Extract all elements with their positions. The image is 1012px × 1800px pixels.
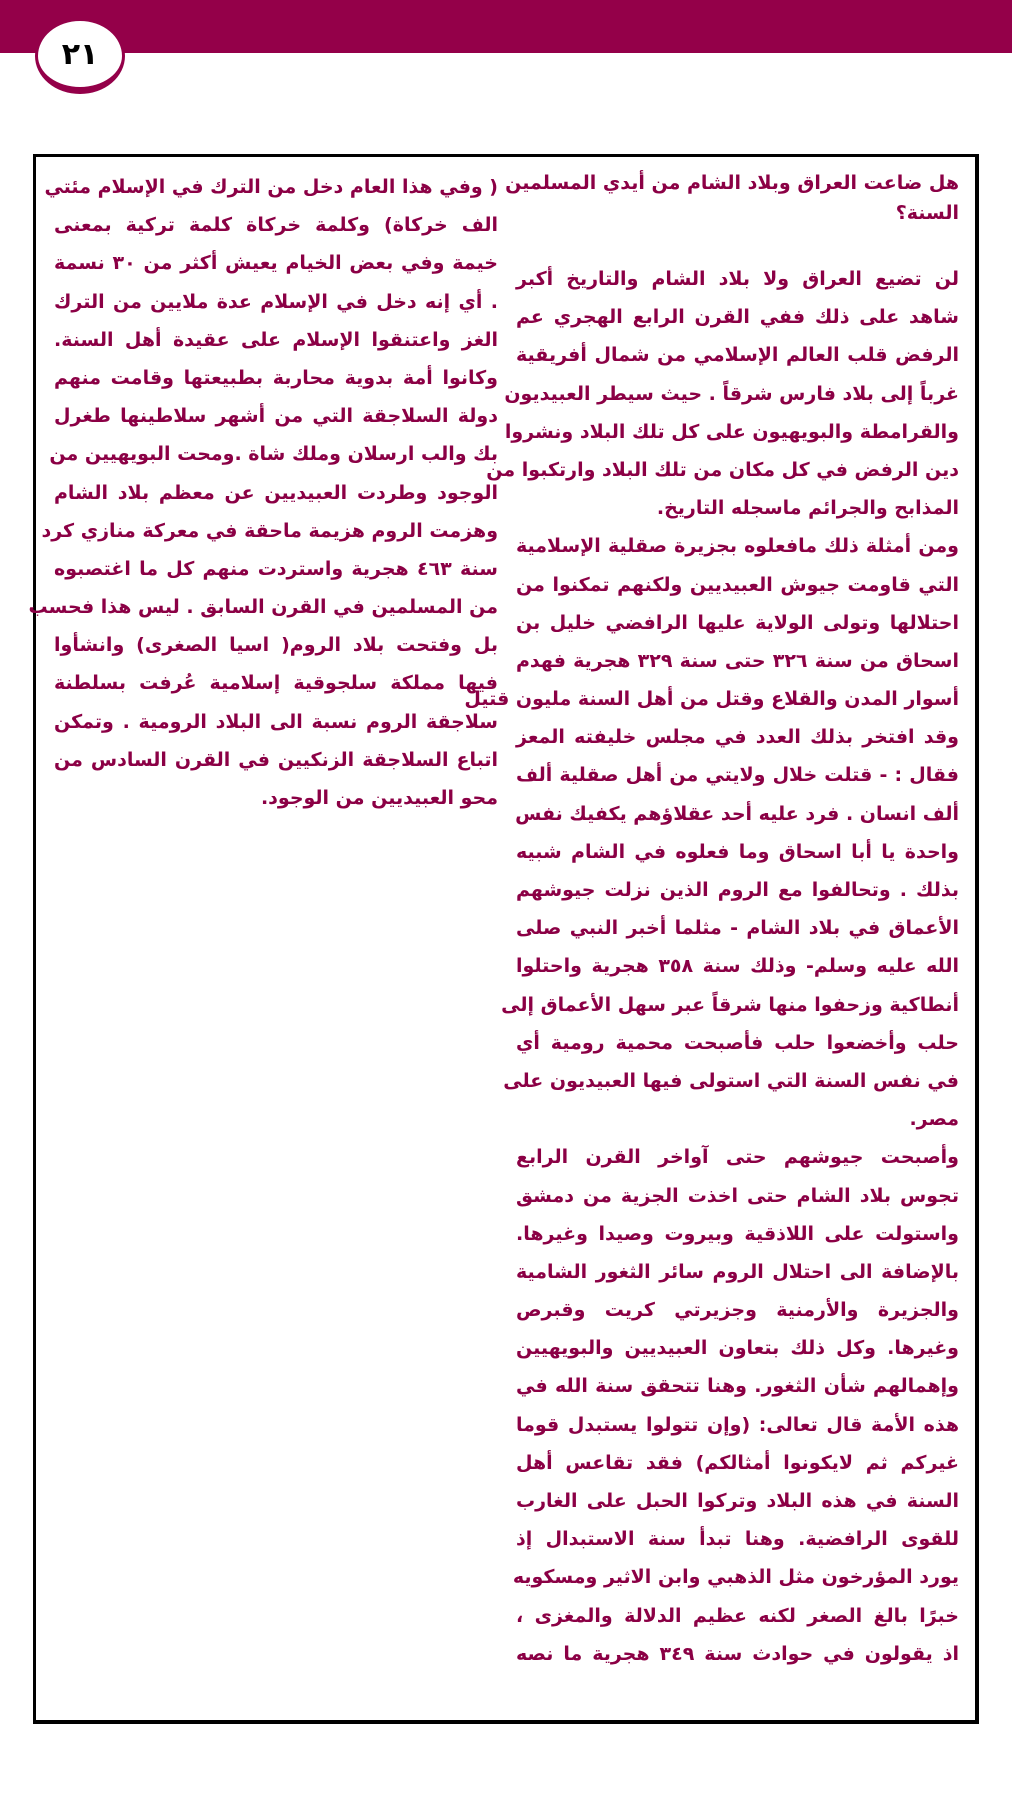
text-line: اتباع السلاجقة الزنكيين في القرن السادس من: [54, 748, 498, 771]
text-line: اسحاق من سنة ٣٢٦ حتى سنة ٣٢٩ هجرية فهدم: [516, 649, 959, 672]
text-line: وأصبحت جيوشهم حتى آواخر القرن الرابع: [516, 1146, 959, 1169]
paragraph: [512, 1138, 959, 1673]
text-line: فيها مملكة سلجوقية إسلامية عُرفت بسلطنة: [54, 672, 498, 695]
text-line: الأعماق في بلاد الشام - مثلما أخبر النبي صلى: [516, 917, 959, 940]
text-line: سنة ٤٦٣ هجرية واستردت منهم كل ما اغتصبوه: [54, 557, 498, 580]
text-line: لن تضيع العراق ولا بلاد الشام والتاريخ أكبر: [516, 268, 959, 290]
text-line: بالإضافة الى احتلال الروم سائر الثغور الشامية: [516, 1260, 959, 1283]
text-line: بذلك . وتحالفوا مع الروم الذين نزلت جيوشهم: [516, 879, 959, 901]
text-line: ألف انسان . فرد عليه أحد عقلاؤهم يكفيك نفس: [515, 802, 959, 825]
text-line: هذه الأمة قال تعالى: (وإن تتولوا يستبدل قوما: [516, 1413, 959, 1436]
text-line: ومن أمثلة ذلك مافعلوه بجزيرة صقلية الإسلامية: [516, 535, 959, 558]
right-column: [464, 168, 959, 1673]
text-line: غرباً إلى بلاد فارس شرقاً . حيث سيطر العبيديون: [504, 382, 959, 405]
text-line: بك والب ارسلان وملك شاة .ومحت البويهيين من: [49, 443, 498, 466]
left-column: [28, 168, 498, 817]
text-line: دين الرفض في كل مكان من تلك البلاد وارتكبوا من: [486, 458, 959, 481]
text-line: تجوس بلاد الشام حتى اخذت الجزية من دمشق: [516, 1184, 959, 1207]
text-line: واحدة يا أبا اسحاق وما فعلوه في الشام شبيه: [516, 840, 959, 863]
text-line: في نفس السنة التي استولى فيها العبيديون على: [503, 1069, 959, 1092]
text-line: المذابح والجرائم ماسجله التاريخ.: [656, 497, 959, 520]
text-line: وهزمت الروم هزيمة ماحقة في معركة منازي كرد: [41, 519, 498, 542]
paragraph: [28, 168, 498, 817]
text-line: للقوى الرافضية. وهنا تبدأ سنة الاستبدال إذ: [516, 1528, 959, 1551]
text-line: من المسلمين في القرن السابق . ليس هذا فحسب: [28, 596, 498, 619]
text-line: دولة السلاجقة التي من أشهر سلاطينها طغرل: [54, 405, 498, 428]
text-line: خبرًا بالغ الصغر لكنه عظيم الدلالة والمغزى ،: [516, 1604, 959, 1627]
text-line: الوجود وطردت العبيديين عن معظم بلاد الشام: [54, 481, 498, 504]
text-line: السنة؟: [895, 202, 959, 224]
text-line: خيمة وفي بعض الخيام يعيش أكثر من ٣٠ نسمة: [54, 252, 498, 275]
text-line: شاهد على ذلك ففي القرن الرابع الهجري عم: [516, 306, 959, 329]
text-line: الف خركاة) وكلمة خركاة كلمة تركية بمعنى: [54, 214, 498, 237]
page-number-badge: [35, 18, 125, 94]
text-line: . أي إنه دخل في الإسلام عدة ملايين من الترك: [54, 290, 498, 313]
text-line: مصر.: [909, 1108, 959, 1131]
text-line: هل ضاعت العراق وبلاد الشام من أيدي المسلمين: [505, 172, 959, 194]
text-line: وغيرها. وكل ذلك بتعاون العبيديين والبويهيين: [516, 1337, 959, 1360]
section-heading: [505, 168, 959, 228]
header-banner: [0, 0, 1012, 53]
text-line: السنة في هذه البلاد وتركوا الحبل على الغارب: [516, 1490, 959, 1512]
paragraph: [486, 260, 959, 527]
text-line: احتلالها وتولى الولاية عليها الرافضي خليل بن: [516, 611, 959, 634]
text-line: التي قاومت جيوش العبيديين ولكنهم تمكنوا من: [516, 573, 959, 596]
text-line: حلب وأخضعوا حلب فأصبحت محمية رومية أي: [516, 1031, 959, 1054]
text-line: والقرامطة والبويهيون على كل تلك البلاد ونشروا: [504, 420, 959, 443]
paragraph: [464, 527, 959, 1138]
text-line: اذ يقولون في حوادث سنة ٣٤٩ هجرية ما نصه: [516, 1642, 959, 1665]
text-line: يورد المؤرخون مثل الذهبي وابن الاثير ومسكويه: [512, 1566, 959, 1589]
text-line: ( وفي هذا العام دخل من الترك في الإسلام مئتي: [44, 176, 498, 198]
text-line: أنطاكية وزحفوا منها شرقاً عبر سهل الأعماق إلى: [501, 993, 959, 1016]
text-line: واستولت على اللاذقية وبيروت وصيدا وغيرها.: [516, 1222, 959, 1245]
text-line: الله عليه وسلم- وذلك سنة ٣٥٨ هجرية واحتلوا: [516, 955, 959, 978]
text-line: وكانوا أمة بدوية محاربة بطبيعتها وقامت منهم: [54, 366, 498, 389]
text-line: الغز واعتنقوا الإسلام على عقيدة أهل السنة.: [54, 328, 498, 351]
text-line: سلاجقة الروم نسبة الى البلاد الرومية . وتمكن: [54, 710, 498, 733]
text-line: الرفض قلب العالم الإسلامي من شمال أفريقية: [516, 344, 959, 367]
text-line: بل وفتحت بلاد الروم( اسيا الصغرى) وانشأوا: [54, 634, 498, 657]
text-line: وإهمالهم شأن الثغور. وهنا تتحقق سنة الله في: [516, 1375, 959, 1398]
text-line: أسوار المدن والقلاع وقتل من أهل السنة مليون قتيل: [464, 688, 959, 711]
text-line: محو العبيديين من الوجود.: [260, 787, 498, 809]
text-line: وقد افتخر بذلك العدد في مجلس خليفته المعز: [516, 726, 959, 749]
text-line: والجزيرة والأرمنية وجزيرتي كريت وقبرص: [516, 1299, 959, 1322]
page-number: ٢١: [61, 36, 99, 72]
text-line: غيركم ثم لايكونوا أمثالكم) فقد تقاعس أهل: [516, 1451, 959, 1474]
text-line: فقال : - قتلت خلال ولايتي من أهل صقلية ألف: [516, 764, 959, 787]
